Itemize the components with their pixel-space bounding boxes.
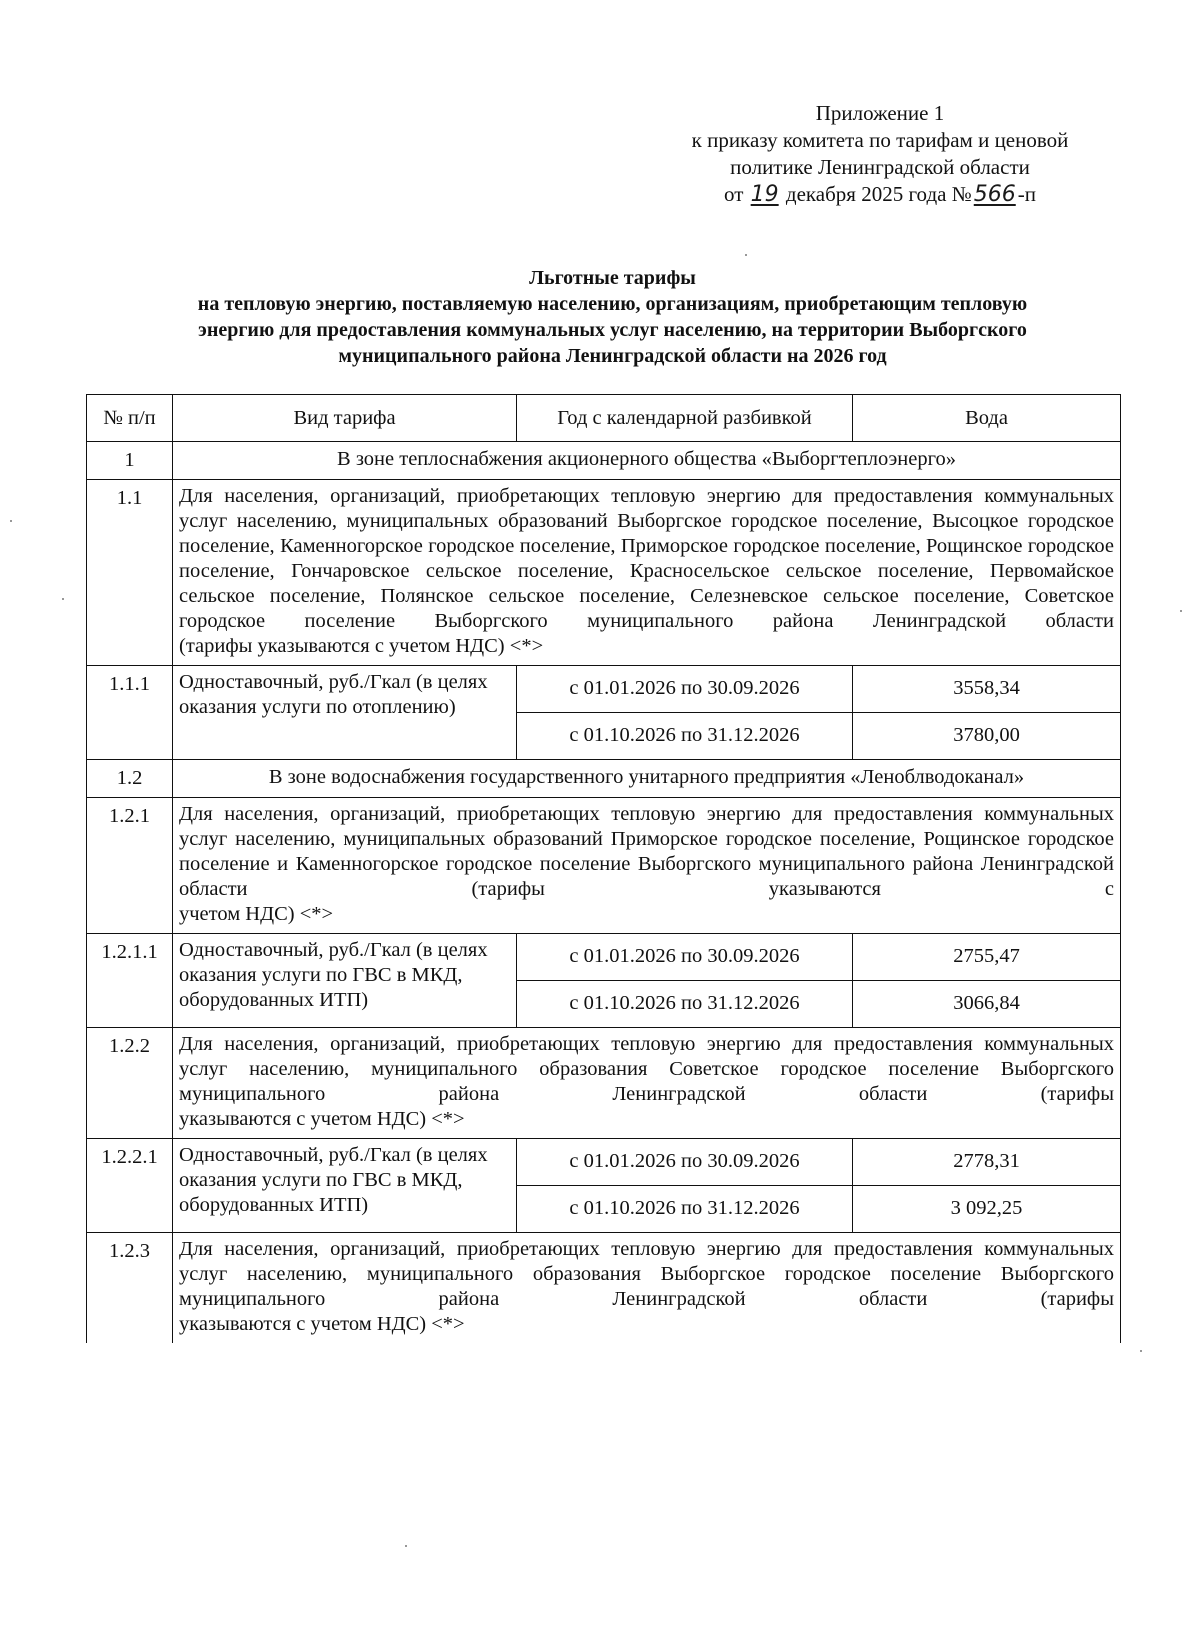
period-cell: с 01.10.2026 по 31.12.2026	[517, 713, 853, 760]
table-row-1-2-1	[87, 798, 1121, 934]
scan-speck	[1180, 610, 1182, 612]
row-number: 1.2.2	[87, 1028, 173, 1139]
title-line-1: Льготные тарифы	[529, 267, 696, 289]
table-row-1-2-1-1-a	[87, 934, 1121, 981]
scan-speck	[405, 1545, 407, 1547]
table-row-1-2-2	[87, 1028, 1121, 1139]
appendix-line-1: Приложение 1	[815, 101, 945, 125]
scan-speck	[10, 520, 12, 522]
row-number: 1.2.3	[87, 1233, 173, 1344]
row-number: 1.2	[87, 760, 173, 798]
row-number: 1.2.2.1	[87, 1139, 173, 1233]
header-water: Вода	[853, 395, 1121, 442]
description-text: Для населения, организаций, приобретающих тепловую энергию для предоставления коммунальных услуг населению, муниципального образования Выборгское городское поселение Выборгского муниципального района Ленинградской области (тарифы	[179, 1238, 1114, 1310]
consumer-description	[173, 1233, 1121, 1344]
title-line-2: на тепловую энергию, поставляемую населению, организациям, приобретающим тепловую	[197, 293, 1028, 315]
header-tariff-type: Вид тарифа	[173, 395, 517, 442]
handwritten-day: 19	[750, 182, 779, 207]
table-row-1-1	[87, 480, 1121, 666]
row-number: 1.1.1	[87, 666, 173, 760]
scan-speck	[1140, 1350, 1142, 1352]
tariff-type-cell: Одноставочный, руб./Гкал (в целях оказания услуги по отоплению)	[173, 666, 517, 760]
date-prefix: от	[724, 182, 749, 206]
tariff-type-cell: Одноставочный, руб./Гкал (в целях оказания услуги по ГВС в МКД, оборудованных ИТП)	[173, 1139, 517, 1233]
appendix-header	[640, 100, 1120, 208]
tariff-value-cell: 3558,34	[853, 666, 1121, 713]
row-number: 1.2.1	[87, 798, 173, 934]
period-cell: с 01.01.2026 по 30.09.2026	[517, 934, 853, 981]
document-title	[105, 265, 1120, 369]
table-header-row	[87, 395, 1121, 442]
tariff-value-cell: 2778,31	[853, 1139, 1121, 1186]
date-middle: декабря 2025 года №	[780, 182, 972, 206]
consumer-description	[173, 1028, 1121, 1139]
scan-speck	[745, 254, 747, 256]
description-last-line: (тарифы указываются с учетом НДС) <*>	[179, 635, 544, 657]
table-row-1	[87, 442, 1121, 480]
row-number: 1.1	[87, 480, 173, 666]
description-last-line: указываются с учетом НДС) <*>	[179, 1108, 465, 1130]
period-cell: с 01.01.2026 по 30.09.2026	[517, 666, 853, 713]
table-row-1-2-2-1-a	[87, 1139, 1121, 1186]
table-row-1-2	[87, 760, 1121, 798]
tariff-value-cell: 3 092,25	[853, 1186, 1121, 1233]
tariff-value-cell: 3066,84	[853, 981, 1121, 1028]
description-text: Для населения, организаций, приобретающих тепловую энергию для предоставления коммунальных услуг населению, муниципальных образований Выборгское городское поселение, Высоцкое городское поселение, Каменногорское городское поселение, Приморское городское поселение, Рощинское городское поселение, Гончаровское сельское поселение, Красносельское сельское поселение, Первомайское сельское поселение, Полянское сельское поселение, Селезневское сельское поселение, Советское городское поселение Выборгского муниципального района Ленинградской области	[179, 485, 1114, 632]
consumer-description	[173, 480, 1121, 666]
table-row-1-2-3	[87, 1233, 1121, 1344]
row-number: 1.2.1.1	[87, 934, 173, 1028]
appendix-line-3: политике Ленинградской области	[730, 155, 1030, 179]
scan-speck	[62, 598, 64, 600]
header-year: Год с календарной разбивкой	[517, 395, 853, 442]
description-last-line: учетом НДС) <*>	[179, 903, 334, 925]
appendix-line-2: к приказу комитета по тарифам и ценовой	[691, 128, 1069, 152]
tariff-value-cell: 3780,00	[853, 713, 1121, 760]
period-cell: с 01.10.2026 по 31.12.2026	[517, 1186, 853, 1233]
description-text: Для населения, организаций, приобретающих тепловую энергию для предоставления коммунальных услуг населению, муниципального образования Советское городское поселение Выборгского муниципального района Ленинградской области (тарифы	[179, 1033, 1114, 1105]
row-number: 1	[87, 442, 173, 480]
period-cell: с 01.10.2026 по 31.12.2026	[517, 981, 853, 1028]
period-cell: с 01.01.2026 по 30.09.2026	[517, 1139, 853, 1186]
tariff-value-cell: 2755,47	[853, 934, 1121, 981]
description-last-line: указываются с учетом НДС) <*>	[179, 1313, 465, 1335]
section-heading: В зоне водоснабжения государственного унитарного предприятия «Леноблводоканал»	[173, 760, 1121, 798]
appendix-date-line	[640, 181, 1120, 208]
date-suffix: -п	[1017, 182, 1036, 206]
title-line-4: муниципального района Ленинградской области на 2026 год	[338, 345, 887, 367]
tariffs-table	[86, 394, 1121, 1343]
title-line-3: энергию для предоставления коммунальных услуг населению, на территории Выборгского	[198, 319, 1027, 341]
handwritten-order-number: 566	[973, 182, 1016, 207]
tariff-type-cell: Одноставочный, руб./Гкал (в целях оказания услуги по ГВС в МКД, оборудованных ИТП)	[173, 934, 517, 1028]
table-row-1-1-1-a	[87, 666, 1121, 713]
header-number: № п/п	[87, 395, 173, 442]
consumer-description	[173, 798, 1121, 934]
description-text: Для населения, организаций, приобретающих тепловую энергию для предоставления коммунальных услуг населению, муниципальных образований Приморское городское поселение, Рощинское городское поселение и Каменногорское городское поселение Выборгского муниципального района Ленинградской области (тарифы указываются с	[179, 803, 1114, 900]
section-heading: В зоне теплоснабжения акционерного общества «Выборгтеплоэнерго»	[173, 442, 1121, 480]
